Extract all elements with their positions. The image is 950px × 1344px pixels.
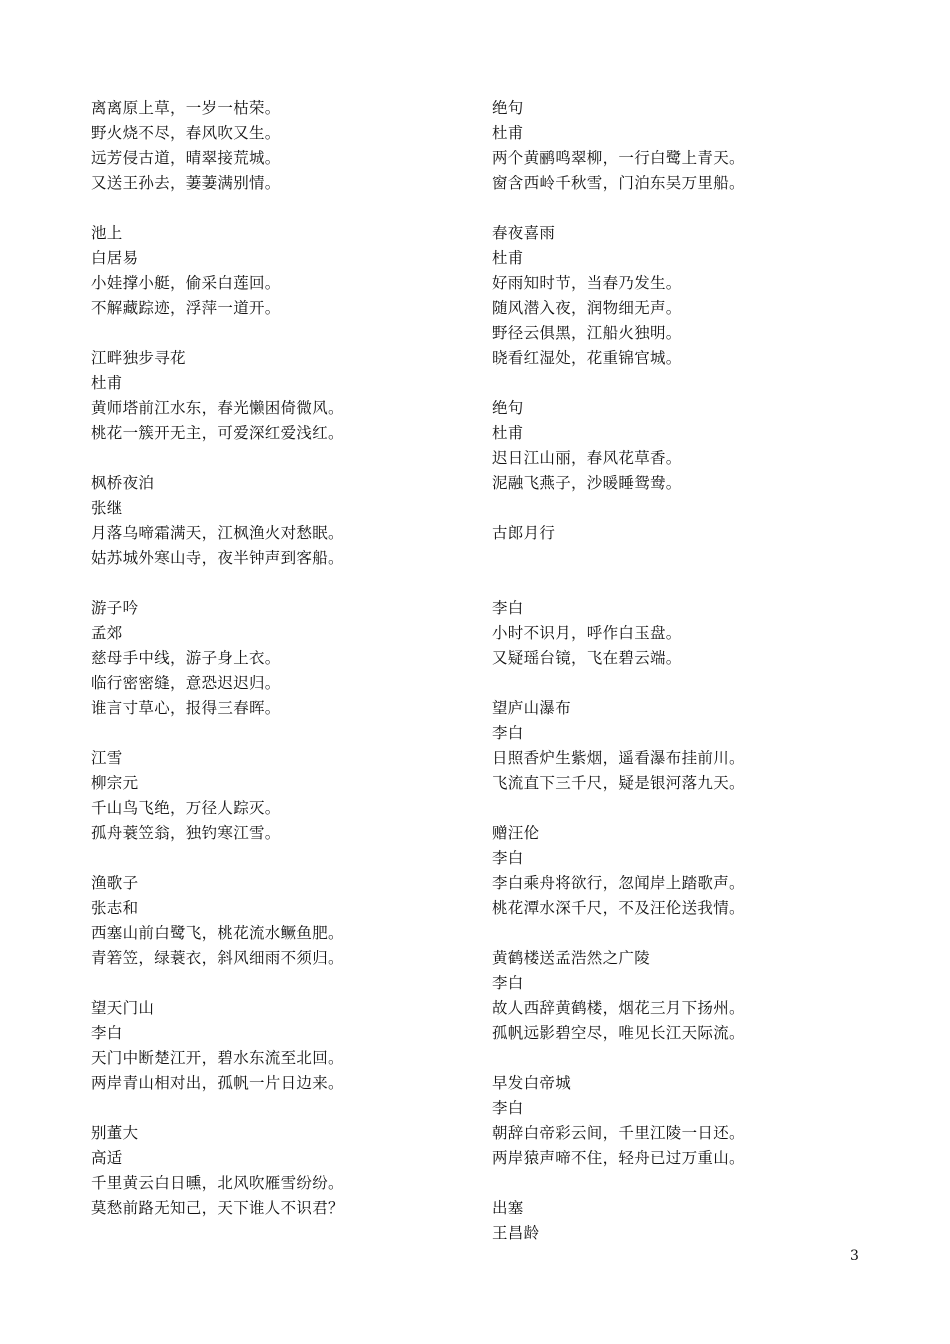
- poem-line: 又送王孙去，萋萋满别情。: [91, 174, 281, 192]
- poem-title: 春夜喜雨: [492, 224, 556, 242]
- poem-title: 古郎月行: [492, 524, 556, 542]
- poem-author: 李白: [492, 599, 524, 617]
- poem-line: 又疑瑶台镜，飞在碧云端。: [492, 649, 682, 667]
- poem: [91, 871, 451, 971]
- poem-line: 谁言寸草心，报得三春晖。: [91, 699, 281, 717]
- poem-line: 李白乘舟将欲行，忽闻岸上踏歌声。: [492, 874, 745, 892]
- poem-author: 杜甫: [492, 124, 524, 142]
- left-column: [91, 96, 451, 1221]
- poem: [492, 1071, 892, 1171]
- poem-author: 李白: [492, 724, 524, 742]
- poem-line: 千山鸟飞绝，万径人踪灭。: [91, 799, 281, 817]
- poem-line: 朝辞白帝彩云间，千里江陵一日还。: [492, 1124, 745, 1142]
- poem-title: 渔歌子: [91, 874, 139, 892]
- poem-line: 故人西辞黄鹤楼，烟花三月下扬州。: [492, 999, 745, 1017]
- poem-title: 游子吟: [91, 599, 139, 617]
- poem-line: 不解藏踪迹，浮萍一道开。: [91, 299, 281, 317]
- poem: [91, 96, 451, 196]
- poem-author: 杜甫: [492, 249, 524, 267]
- poem-line: 窗含西岭千秋雪，门泊东吴万里船。: [492, 174, 745, 192]
- right-column: [492, 96, 892, 1246]
- poem: [492, 946, 892, 1046]
- poem-author: 李白: [91, 1024, 123, 1042]
- poem-title: 出塞: [492, 1199, 524, 1217]
- poem-author: 白居易: [91, 249, 139, 267]
- poem: [91, 996, 451, 1096]
- poem-title: 黄鹤楼送孟浩然之广陵: [492, 949, 651, 967]
- poem-line: 慈母手中线，游子身上衣。: [91, 649, 281, 667]
- poem-author: 杜甫: [492, 424, 524, 442]
- poem-line: 远芳侵古道，晴翠接荒城。: [91, 149, 281, 167]
- poem-line: 野径云俱黑，江船火独明。: [492, 324, 682, 342]
- poem-line: 野火烧不尽，春风吹又生。: [91, 124, 281, 142]
- poem-line: 小时不识月，呼作白玉盘。: [492, 624, 682, 642]
- poem-author: 李白: [492, 974, 524, 992]
- poem: [91, 221, 451, 321]
- poem-line: 青箬笠，绿蓑衣，斜风细雨不须归。: [91, 949, 344, 967]
- poem-author: 李白: [492, 1099, 524, 1117]
- poem-line: 迟日江山丽，春风花草香。: [492, 449, 682, 467]
- poem: [91, 596, 451, 721]
- poem-line: 桃花潭水深千尺，不及汪伦送我情。: [492, 899, 745, 917]
- poem: [492, 96, 892, 196]
- poem-author: 张志和: [91, 899, 139, 917]
- poem-author: 张继: [91, 499, 123, 517]
- poem: [492, 821, 892, 921]
- poem-line: 两岸猿声啼不住，轻舟已过万重山。: [492, 1149, 745, 1167]
- poem-title: 早发白帝城: [492, 1074, 572, 1092]
- poem-title: 赠汪伦: [492, 824, 540, 842]
- poem-title: 池上: [91, 224, 123, 242]
- poem-line: 小娃撑小艇，偷采白莲回。: [91, 274, 281, 292]
- poem-author: 杜甫: [91, 374, 123, 392]
- poem: [492, 221, 892, 371]
- poem-line: 两个黄鹂鸣翠柳，一行白鹭上青天。: [492, 149, 745, 167]
- poem-title: 别董大: [91, 1124, 139, 1142]
- poem-line: 天门中断楚江开，碧水东流至北回。: [91, 1049, 344, 1067]
- poem-line: 随风潜入夜，润物细无声。: [492, 299, 682, 317]
- poem-line: 月落乌啼霜满天，江枫渔火对愁眠。: [91, 524, 344, 542]
- poem: [492, 396, 892, 496]
- poem-title: 江雪: [91, 749, 123, 767]
- poem-line: 离离原上草，一岁一枯荣。: [91, 99, 281, 117]
- poem: [492, 521, 892, 671]
- poem: [91, 346, 451, 446]
- poem-line: 黄师塔前江水东，春光懒困倚微风。: [91, 399, 344, 417]
- poem-line: 晓看红湿处，花重锦官城。: [492, 349, 682, 367]
- poem-line: 孤帆远影碧空尽，唯见长江天际流。: [492, 1024, 745, 1042]
- poem-line: 千里黄云白日曛，北风吹雁雪纷纷。: [91, 1174, 344, 1192]
- poem-title: 江畔独步寻花: [91, 349, 186, 367]
- poem-title: 望天门山: [91, 999, 155, 1017]
- poem-line: 莫愁前路无知己，天下谁人不识君？: [91, 1199, 344, 1217]
- poem-line: 姑苏城外寒山寺，夜半钟声到客船。: [91, 549, 344, 567]
- poem-line: 日照香炉生紫烟，遥看瀑布挂前川。: [492, 749, 745, 767]
- poem-title: 绝句: [492, 99, 524, 117]
- page-number: 3: [850, 1248, 859, 1264]
- poem-line: 泥融飞燕子，沙暖睡鸳鸯。: [492, 474, 682, 492]
- poem-line: 两岸青山相对出，孤帆一片日边来。: [91, 1074, 344, 1092]
- poem-line: 西塞山前白鹭飞，桃花流水鳜鱼肥。: [91, 924, 344, 942]
- poem-author: 高适: [91, 1149, 123, 1167]
- poem: [492, 1196, 892, 1246]
- poem-author: 李白: [492, 849, 524, 867]
- poem: [91, 746, 451, 846]
- poem-line: 孤舟蓑笠翁，独钓寒江雪。: [91, 824, 281, 842]
- poem-title: 绝句: [492, 399, 524, 417]
- poem: [492, 696, 892, 796]
- poem-author: 王昌龄: [492, 1224, 540, 1242]
- poem-author: 孟郊: [91, 624, 123, 642]
- poem-line: 飞流直下三千尺，疑是银河落九天。: [492, 774, 745, 792]
- poem: [91, 471, 451, 571]
- poem-line: 桃花一簇开无主，可爱深红爱浅红。: [91, 424, 344, 442]
- poem-title: 枫桥夜泊: [91, 474, 155, 492]
- poem-author: 柳宗元: [91, 774, 139, 792]
- poem-line: 临行密密缝，意恐迟迟归。: [91, 674, 281, 692]
- poem: [91, 1121, 451, 1221]
- poem-line: 好雨知时节，当春乃发生。: [492, 274, 682, 292]
- poem-title: 望庐山瀑布: [492, 699, 572, 717]
